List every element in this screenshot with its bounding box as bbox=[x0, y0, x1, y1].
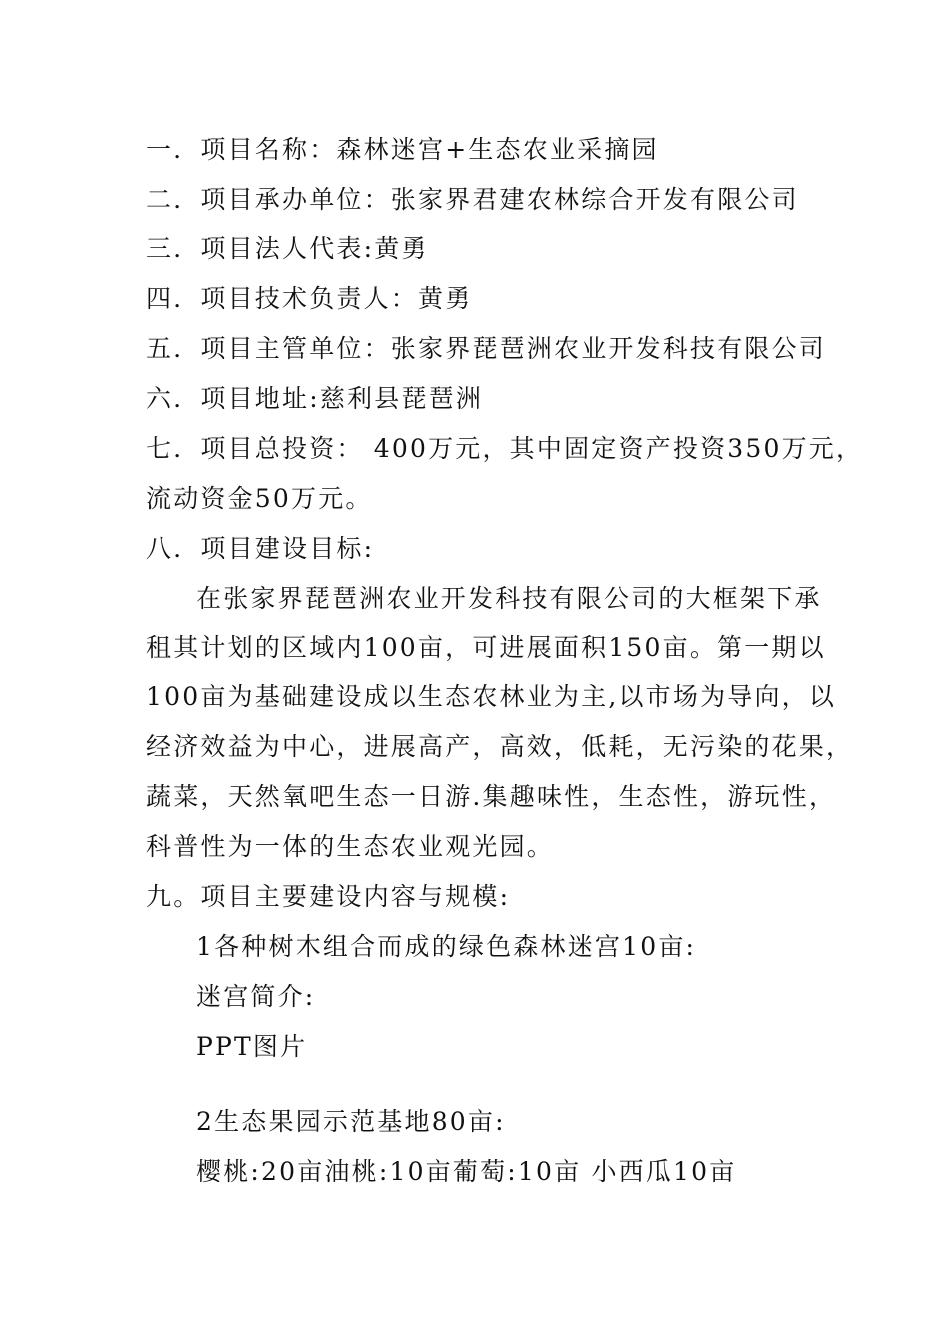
goal-paragraph-line: 租其计划的区域内100亩，可进展面积150亩。第一期以 bbox=[146, 633, 826, 662]
content-maze-intro: 迷宫简介: bbox=[196, 982, 316, 1011]
content-ppt-images: PPT图片 bbox=[196, 1032, 308, 1061]
item-address: 六．项目地址:慈利县琵琶洲 bbox=[146, 384, 484, 413]
item-construction-content: 九。项目主要建设内容与规模: bbox=[146, 882, 511, 911]
item-legal-representative: 三．项目法人代表:黄勇 bbox=[146, 234, 429, 263]
item-technical-lead: 四．项目技术负责人：黄勇 bbox=[146, 284, 473, 313]
goal-paragraph-line: 100亩为基础建设成以生态农林业为主,以市场为导向，以 bbox=[146, 682, 837, 711]
item-project-name: 一．项目名称：森林迷宫+生态农业采摘园 bbox=[146, 135, 659, 164]
content-orchard: 2生态果园示范基地80亩: bbox=[196, 1107, 506, 1136]
content-orchard-crops: 樱桃:20亩油桃:10亩葡萄:10亩 小西瓜10亩 bbox=[196, 1157, 737, 1186]
item-supervising-unit: 五．项目主管单位：张家界琵琶洲农业开发科技有限公司 bbox=[146, 334, 827, 363]
item-total-investment: 七．项目总投资： 400万元，其中固定资产投资350万元， bbox=[146, 434, 864, 463]
goal-paragraph-line: 在张家界琵琶洲农业开发科技有限公司的大框架下承 bbox=[196, 584, 822, 613]
item-construction-goal: 八．项目建设目标: bbox=[146, 534, 375, 563]
goal-paragraph-line: 科普性为一体的生态农业观光园。 bbox=[146, 832, 555, 861]
content-maze: 1各种树木组合而成的绿色森林迷宫10亩: bbox=[196, 932, 697, 961]
item-organizer: 二．项目承办单位：张家界君建农林综合开发有限公司 bbox=[146, 185, 799, 214]
goal-paragraph-line: 经济效益为中心，进展高产，高效，低耗，无污染的花果， bbox=[146, 732, 854, 761]
goal-paragraph-line: 蔬菜，天然氧吧生态一日游.集趣味性，生态性，游玩性， bbox=[146, 782, 837, 811]
item-total-investment-cont: 流动资金50万元。 bbox=[146, 484, 373, 513]
